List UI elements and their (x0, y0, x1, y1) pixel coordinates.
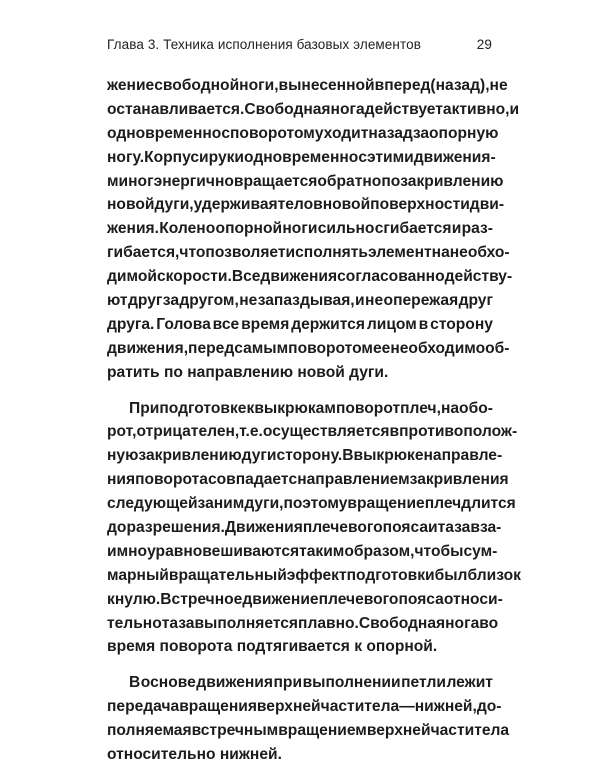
text-line: останавливается. Свободная нога действует активно, и (107, 100, 520, 118)
text-line: новой дуги, удерживая тело в новой поверхности дви- (107, 196, 505, 214)
text-line: При подготовке к выкрюкам поворот плеч, наобо- (129, 399, 493, 417)
text-line: ную закривлению дуги сторону. В выкрюке направле- (107, 447, 503, 465)
text-line: жение свободной ноги, вынесенной вперед (назад), не (107, 77, 508, 94)
body-text (107, 74, 521, 767)
text-line: до разрешения. Движения плечевого пояса и таза вза- (107, 519, 502, 537)
text-line: относительно нижней. (107, 746, 282, 764)
text-line: димой скорости. Все движения согласованно действу- (107, 268, 513, 286)
text-line: рот, отрицателен, т. е. осуществляется в противополож- (107, 423, 518, 441)
text-line: ратить по направлению новой дуги. (107, 363, 389, 381)
running-head (107, 37, 492, 52)
text-line: жения. Колено опорной ноги сильно сгибается и раз- (107, 220, 493, 238)
paragraph-gap (107, 659, 493, 671)
text-line: время поворота подтягивается к опорной. (107, 638, 438, 656)
text-line: В основе движения при выполнении петли лежит (129, 674, 493, 692)
text-line: тельно таза выполняется плавно. Свободная нога во (107, 614, 499, 632)
text-line: ногу. Корпус и руки одновременно с этими движения- (107, 148, 496, 166)
text-line: ми ног энергично вращается обратно по закривлению (107, 172, 504, 190)
text-line: передача вращения верхней части тела — нижней, до- (107, 698, 502, 716)
chapter-title: Глава 3. Техника исполнения базовых элементов (107, 37, 421, 52)
text-line: имно уравновешиваются таким образом, чтобы сум- (107, 542, 498, 560)
paragraph (107, 397, 521, 660)
text-line: ния поворота совпадает с направлением закривления (107, 471, 509, 489)
text-line: друга. Голова все время держится лицом в сторону (107, 315, 493, 333)
paragraph (107, 671, 510, 767)
paragraph-gap (107, 385, 493, 397)
text-line: марный вращательный эффект подготовки был близок (107, 566, 521, 584)
text-line: следующей за ним дуги, поэтому вращение плеч длится (107, 495, 516, 513)
paragraph (107, 74, 520, 385)
text-line: движения, перед самым поворотом ее необходимо об- (107, 339, 510, 357)
page-number: 29 (476, 37, 492, 52)
text-line: полняемая встречным вращением верхней части тела (107, 722, 510, 740)
text-line: одновременно с поворотом уходит назад за опорную (107, 124, 499, 142)
text-line: гибается, что позволяет исполнять элемент на необхо- (107, 244, 510, 262)
text-line: к нулю. Встречное движение плечевого пояса относи- (107, 590, 503, 608)
text-line: ют друг за другом, не запаздывая, и не опережая друг (107, 292, 493, 310)
